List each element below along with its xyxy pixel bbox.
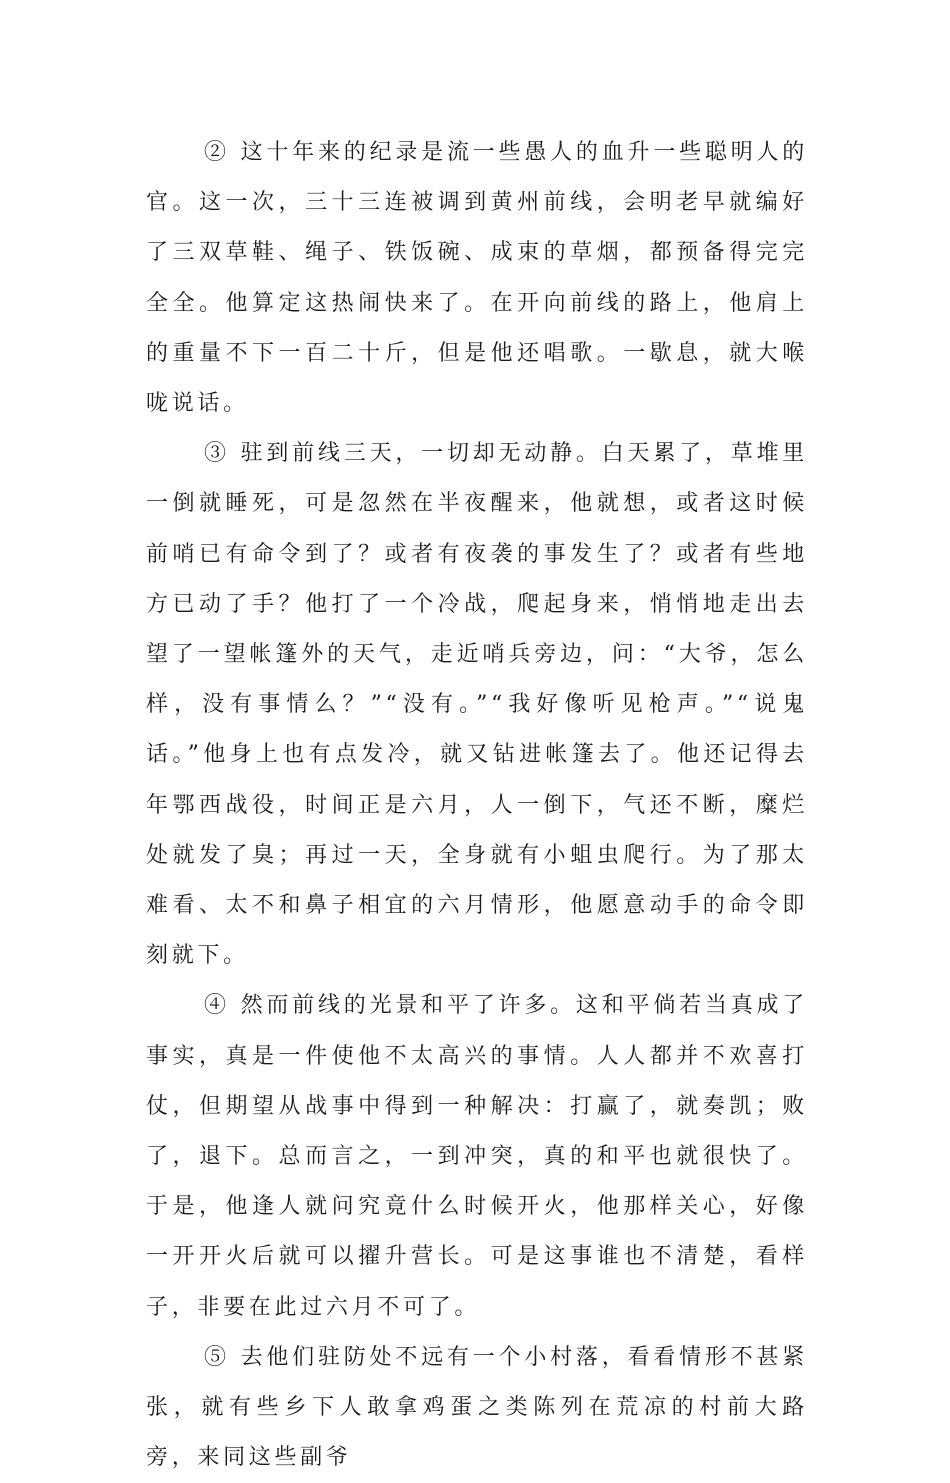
paragraph-3: ③ 驻到前线三天，一切却无动静。白天累了，草堆里一倒就睡死，可是忽然在半夜醒来，他就想，或者这时候前哨已有命令到了？或者有夜袭的事发生了？或者有些地方已动了手？他打了一个冷战，爬起身来，悄悄地走出去望了一望帐篷外的天气，走近哨兵旁边，问：“大爷，怎么样，没有事情么？”“没有。”“我好像听见枪声。”“说鬼话。”他身上也有点发冷，就又钻进帐篷去了。他还记得去年鄂西战役，时间正是六月，人一倒下，气还不断，糜烂处就发了臭；再过一天，全身就有小蛆虫爬行。为了那太难看、太不和鼻子相宜的六月情形，他愿意动手的命令即刻就下。: [146, 441, 808, 969]
paragraph-2: ② 这十年来的纪录是流一些愚人的血升一些聪明人的官。这一次，三十三连被调到黄州前线，会明老早就编好了三双草鞋、绳子、铁饭碗、成束的草烟，都预备得完完全全。他算定这热闹快来了。在开向前线的路上，他肩上的重量不下一百二十斤，但是他还唱歌。一歇息，就大喉咙说话。: [146, 140, 808, 417]
body-text: [146, 128, 808, 1483]
paragraph-4: ④ 然而前线的光景和平了许多。这和平倘若当真成了事实，真是一件使他不太高兴的事情。人人都并不欢喜打仗，但期望从战事中得到一种解决：打赢了，就奏凯；败了，退下。总而言之，一到冲突，真的和平也就很快了。于是，他逢人就问究竟什么时候开火，他那样关心，好像一开开火后就可以擢升营长。可是这事谁也不清楚，看样子，非要在此过六月不可了。: [146, 993, 808, 1320]
paragraph-5: ⑤ 去他们驻防处不远有一个小村落，看看情形不甚紧张，就有些乡下人敢拿鸡蛋之类陈列在荒凉的村前大路旁，来同这些副爷: [146, 1344, 808, 1471]
